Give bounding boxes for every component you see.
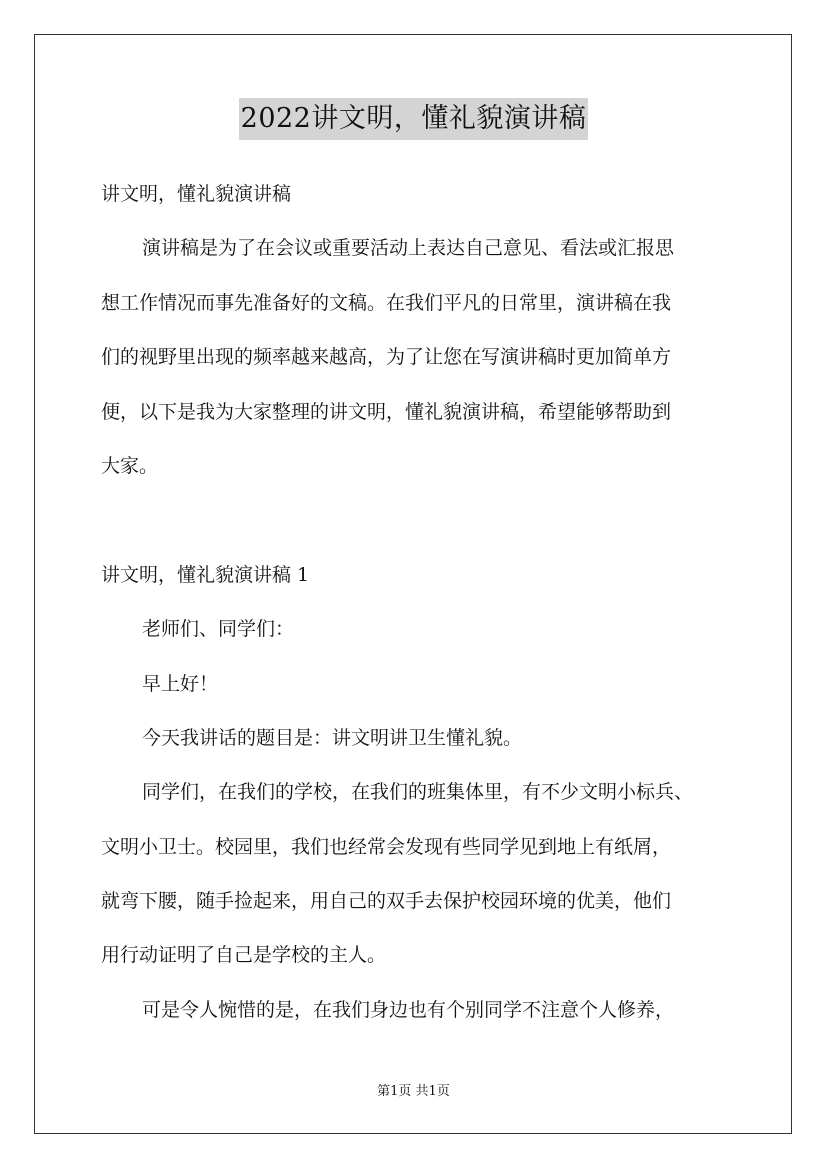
paragraph-line: 演讲稿是为了在会议或重要活动上表达自己意见、看法或汇报思 — [142, 237, 675, 259]
document-title: 2022讲文明，懂礼貌演讲稿 — [239, 98, 589, 140]
paragraph-line: 用行动证明了自己是学校的主人。 — [101, 944, 387, 966]
paragraph-line: 便，以下是我为大家整理的讲文明，懂礼貌演讲稿，希望能够帮助到 — [101, 401, 672, 423]
greeting-line: 早上好！ — [142, 673, 219, 695]
paragraph-line: 文明小卫士。校园里，我们也经常会发现有些同学见到地上有纸屑， — [101, 836, 672, 858]
page-footer: 第1页 共1页 — [377, 1084, 450, 1099]
paragraph-line: 想工作情况而事先准备好的文稿。在我们平凡的日常里，演讲稿在我 — [101, 292, 672, 314]
paragraph-line: 们的视野里出现的频率越来越高，为了让您在写演讲稿时更加简单方 — [101, 346, 672, 368]
paragraph-line: 今天我讲话的题目是：讲文明讲卫生懂礼貌。 — [142, 727, 523, 749]
paragraph-line: 大家。 — [101, 455, 159, 477]
greeting-line: 老师们、同学们： — [142, 618, 295, 640]
paragraph-line: 同学们，在我们的学校，在我们的班集体里，有不少文明小标兵、 — [142, 781, 694, 803]
title-container — [0, 98, 827, 140]
paragraph-line: 就弯下腰，随手捡起来，用自己的双手去保护校园环境的优美，他们 — [101, 890, 672, 912]
section-heading: 讲文明，懂礼貌演讲稿 — [101, 183, 292, 205]
paragraph-line: 可是令人惋惜的是，在我们身边也有个别同学不注意个人修养， — [142, 999, 675, 1021]
section-heading: 讲文明，懂礼貌演讲稿 1 — [101, 564, 310, 586]
